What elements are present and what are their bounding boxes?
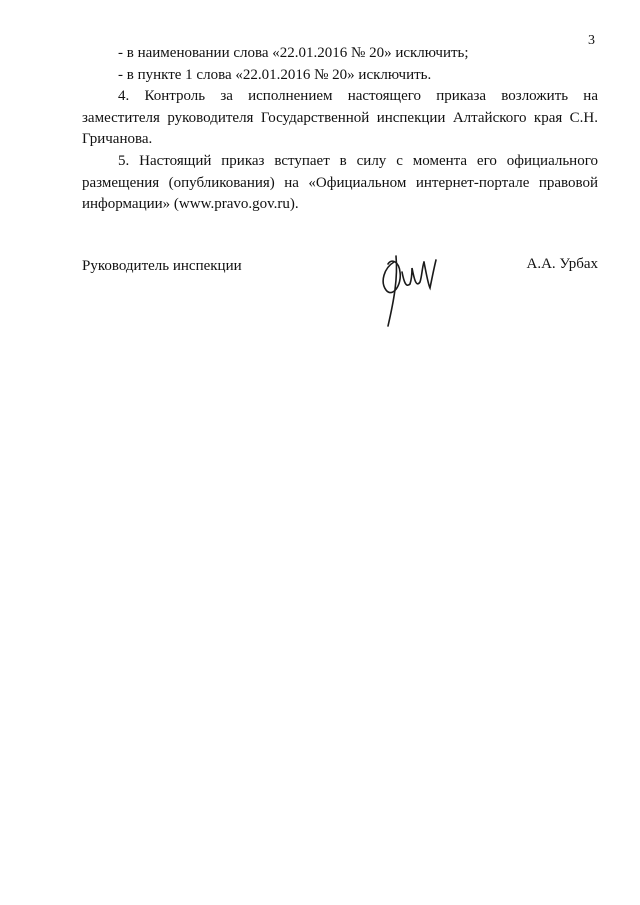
signature-block <box>82 248 598 338</box>
page-number: 3 <box>588 33 595 48</box>
signatory-name: А.А. Урбах <box>526 256 598 272</box>
handwritten-signature <box>372 248 442 330</box>
signatory-position: Руководитель инспекции <box>82 258 242 274</box>
amendment-item-point-1: - в пункте 1 слова «22.01.2016 № 20» исключить. <box>118 66 432 83</box>
document-body <box>82 43 598 216</box>
paragraph-entry-into-force: 5. Настоящий приказ вступает в силу с момента его официального размещения (опубликования) на «Официальном интернет-портале правовой информации» (www.pravo.gov.ru). <box>82 152 598 213</box>
amendment-item-title: - в наименовании слова «22.01.2016 № 20» исключить; <box>118 45 469 61</box>
paragraph-control: 4. Контроль за исполнением настоящего приказа возложить на заместителя руководителя Государственной инспекции Алтайского края С.Н. Гричанова. <box>82 88 598 148</box>
